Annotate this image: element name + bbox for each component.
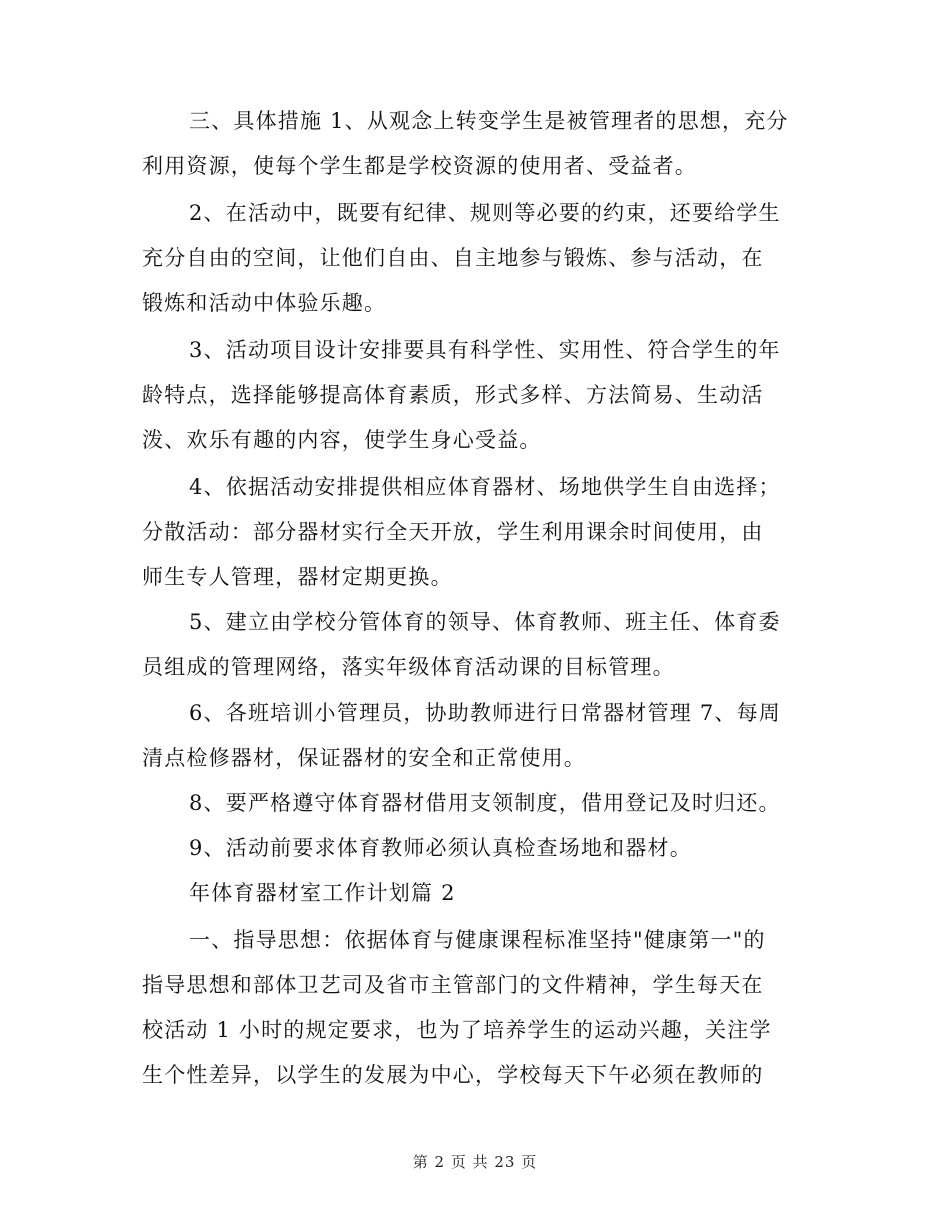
text-line: 2、在活动中，既要有纪律、规则等必要的约束，还要给学生 <box>189 201 781 225</box>
text-line: 指导思想和部体卫艺司及省市主管部门的文件精神，学生每天在 <box>142 973 764 997</box>
text-line: 泼、欢乐有趣的内容，使学生身心受益。 <box>142 428 542 452</box>
text-line: 4、依据活动安排提供相应体育器材、场地供学生自由选择； <box>189 475 781 499</box>
text-line: 利用资源，使每个学生都是学校资源的使用者、受益者。 <box>142 154 697 178</box>
page-footer: 第 2 页 共 23 页 <box>412 1153 538 1171</box>
text-line: 分散活动：部分器材实行全天开放，学生利用课余时间使用，由 <box>142 520 764 544</box>
text-line: 生个性差异，以学生的发展为中心，学校每天下午必须在教师的 <box>142 1063 764 1087</box>
text-line: 5、建立由学校分管体育的领导、体育教师、班主任、体育委 <box>189 610 781 634</box>
text-line: 清点检修器材，保证器材的安全和正常使用。 <box>142 746 586 770</box>
text-line: 三、具体措施 1、从观念上转变学生是被管理者的思想，充分 <box>189 109 789 133</box>
text-line: 8、要严格遵守体育器材借用支领制度，借用登记及时归还。 <box>189 791 781 815</box>
text-line: 校活动 1 小时的规定要求，也为了培养学生的运动兴趣，关注学 <box>142 1018 772 1042</box>
text-line: 锻炼和活动中体验乐趣。 <box>142 291 387 315</box>
text-line: 充分自由的空间，让他们自由、自主地参与锻炼、参与活动，在 <box>142 246 764 270</box>
text-line: 师生专人管理，器材定期更换。 <box>142 565 453 589</box>
text-line: 9、活动前要求体育教师必须认真检查场地和器材。 <box>189 836 692 860</box>
text-line: 3、活动项目设计安排要具有科学性、实用性、符合学生的年 <box>189 338 781 362</box>
text-line: 龄特点，选择能够提高体育素质，形式多样、方法简易、生动活 <box>142 383 764 407</box>
text-line: 员组成的管理网络，落实年级体育活动课的目标管理。 <box>142 655 675 679</box>
section-heading: 年体育器材室工作计划篇 2 <box>189 881 456 905</box>
text-line: 6、各班培训小管理员，协助教师进行日常器材管理 7、每周 <box>189 701 781 725</box>
text-line: 一、指导思想：依据体育与健康课程标准坚持"健康第一"的 <box>189 928 766 952</box>
